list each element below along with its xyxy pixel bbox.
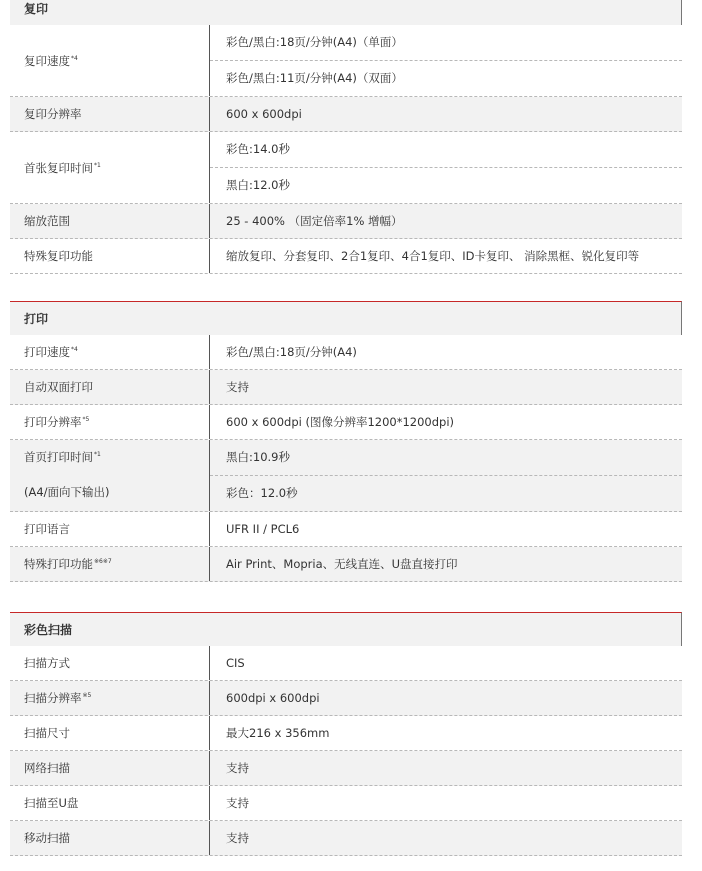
- spec-label: 复印速度$^{*4}$: [10, 25, 210, 96]
- spec-label: 网络扫描: [10, 751, 210, 785]
- spec-value: CIS: [226, 656, 245, 670]
- spec-value: 缩放复印、分套复印、2合1复印、4合1复印、ID卡复印、 消除黑框、锐化复印等: [226, 249, 640, 263]
- spec-value: [210, 25, 682, 96]
- spec-label: 缩放范围: [10, 204, 210, 238]
- spec-row-scan-resolution: [10, 681, 682, 716]
- spec-value-line: 黑白:10.9秒: [226, 450, 290, 464]
- spec-value: UFR II / PCL6: [226, 522, 300, 536]
- section-title-print: 打印: [10, 301, 682, 335]
- footnote-marker: ※6※7: [94, 558, 112, 566]
- spec-row-copy-speed: [10, 25, 682, 97]
- footnote-marker: ※5: [82, 692, 92, 700]
- spec-row-print-language: [10, 512, 682, 547]
- footnote-marker: *1: [94, 161, 101, 169]
- spec-row-mobile-scan: [10, 821, 682, 856]
- spec-label: 自动双面打印: [10, 370, 210, 404]
- spec-row-scan-to-usb: [10, 786, 682, 821]
- spec-value: 25 - 400% （固定倍率1% 增幅）: [226, 214, 403, 228]
- spec-value: [210, 440, 682, 511]
- spec-label-note: (A4/面向下输出): [24, 485, 110, 499]
- spec-label: 扫描分辨率$^{※5}$: [10, 681, 210, 715]
- spec-row-auto-duplex: [10, 370, 682, 405]
- spec-label: 特殊复印功能: [10, 239, 210, 273]
- spec-row-copy-resolution: [10, 97, 682, 132]
- spec-label: 扫描尺寸: [10, 716, 210, 750]
- footnote-marker: *4: [71, 54, 78, 62]
- spec-value-line: 彩色：12.0秒: [210, 475, 682, 511]
- spec-value: 彩色/黑白:18页/分钟(A4): [226, 345, 357, 359]
- spec-label: 首张复印时间$^{*1}$: [10, 132, 210, 203]
- spec-row-print-speed: [10, 335, 682, 370]
- spec-row-zoom-range: [10, 204, 682, 239]
- copy-section: [10, 0, 682, 274]
- spec-label: 特殊打印功能$^{※6※7}$: [10, 547, 210, 581]
- spec-label: 复印分辨率: [10, 97, 210, 131]
- spec-label: 首页打印时间$^{*1}$ (A4/面向下输出): [10, 440, 210, 511]
- spec-label: 打印语言: [10, 512, 210, 546]
- spec-value-line: 彩色:14.0秒: [226, 142, 290, 156]
- footnote-marker: *5: [82, 416, 90, 424]
- spec-value: 600dpi x 600dpi: [226, 691, 320, 705]
- spec-value: 600 x 600dpi (图像分辨率1200*1200dpi): [226, 415, 455, 429]
- spec-row-network-scan: [10, 751, 682, 786]
- spec-value: Air Print、Mopria、无线直连、U盘直接打印: [226, 557, 458, 571]
- scan-section: [10, 612, 682, 856]
- spec-row-special-copy: [10, 239, 682, 274]
- spec-value-line: 彩色/黑白:11页/分钟(A4)（双面）: [210, 60, 682, 96]
- spec-row-special-print: [10, 547, 682, 582]
- spec-row-first-print-time: [10, 440, 682, 512]
- print-section: [10, 301, 682, 582]
- spec-row-scan-size: [10, 716, 682, 751]
- spec-row-scan-method: [10, 646, 682, 681]
- spec-value: 最大216 x 356mm: [226, 726, 330, 740]
- section-title-scan: 彩色扫描: [10, 612, 682, 646]
- spec-label: 打印速度$^{*4}$: [10, 335, 210, 369]
- spec-row-first-copy-time: [10, 132, 682, 204]
- spec-label: 移动扫描: [10, 821, 210, 855]
- spec-value: 支持: [226, 796, 249, 810]
- spec-value: 支持: [226, 831, 249, 845]
- spec-label: 扫描方式: [10, 646, 210, 680]
- spec-label: 扫描至U盘: [10, 786, 210, 820]
- spec-value: 600 x 600dpi: [226, 107, 302, 121]
- spec-row-print-resolution: [10, 405, 682, 440]
- spec-value-line: 彩色/黑白:18页/分钟(A4)（单面）: [226, 35, 403, 49]
- spec-value: 支持: [226, 380, 249, 394]
- footnote-marker: *1: [94, 451, 101, 459]
- footnote-marker: *4: [71, 346, 78, 354]
- spec-value: [210, 132, 682, 203]
- spec-value-line: 黑白:12.0秒: [210, 167, 682, 203]
- section-title-copy: 复印: [10, 0, 682, 25]
- spec-label: 打印分辨率$^{*5}$: [10, 405, 210, 439]
- spec-value: 支持: [226, 761, 249, 775]
